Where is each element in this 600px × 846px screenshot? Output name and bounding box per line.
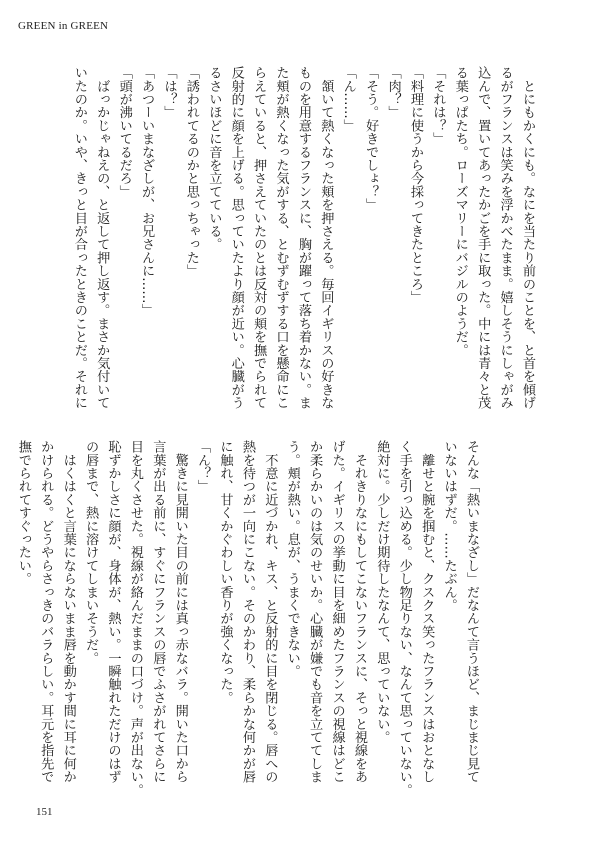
- text-line: の唇まで、熱に溶けてしまいそうだ。: [83, 440, 99, 665]
- text-line: るがフランスは笑みを浮かべたまま。嬉しそうにしゃがみ: [497, 66, 513, 410]
- dialogue-line: 「ん……」: [340, 66, 356, 132]
- text-line: それきりなにもしてこないフランスに、そっと視線をあ: [351, 440, 367, 784]
- text-line: る葉っぱたち。ローズマリーにバジルのようだ。: [452, 66, 468, 357]
- text-line: ばっかじゃねえの、と返して押し返す。まさか気付いて: [94, 66, 110, 410]
- text-line: 離せと腕を掴むと、クスクス笑ったフランスはおとなし: [419, 440, 435, 784]
- text-line: るさいほどに音を立てている。: [206, 66, 222, 251]
- dialogue-line: 「ん？」: [195, 440, 211, 493]
- page-number: 151: [36, 806, 53, 818]
- dialogue-line: 「誘われてるのかと思っちゃった」: [183, 66, 199, 278]
- text-line: か柔らかいのは気のせいか。心臓が嫌でも音を立ててしま: [307, 440, 323, 784]
- text-line: 撫でられてすぐったい。: [15, 440, 31, 586]
- upper-text-block: [68, 66, 538, 410]
- text-line: いないはずだ。……たぶん。: [441, 440, 457, 612]
- text-line: 熱を待つが一向にこない。そのかわり、柔らかな何かが唇: [239, 440, 255, 784]
- text-line: いたのか。いや、きっと目が合ったときのことだ。それに: [71, 66, 87, 410]
- text-line: く手を引っ込める。少し物足りない、なんて思っていない。: [396, 440, 412, 797]
- dialogue-line: 「あつーいまなざしが、お兄さんに……」: [139, 66, 155, 317]
- text-line: げた。イギリスの挙動に目を細めたフランスの視線はどこ: [329, 440, 345, 784]
- text-line: ものを用意するフランスに、胸が躍って落ち着かない。ま: [295, 66, 311, 410]
- text-line: 頷いて熱くなった頬を押さえる。毎回イギリスの好きな: [318, 66, 334, 410]
- text-line: た頬が熱くなった気がする、とむずむずする口を懸命にこ: [273, 66, 289, 410]
- dialogue-line: 「頭が沸いてるだろ」: [116, 66, 132, 198]
- text-line: 目を丸くさせた。視線が絡んだままの口づけ。声が出ない。: [127, 440, 143, 797]
- dialogue-line: 「料理に使うから今採ってきたところ」: [407, 66, 423, 304]
- dialogue-line: 「そう。好きでしょ？」: [363, 66, 379, 212]
- text-line: らえていると、押さえていたのとは反対の頬を撫でられて: [251, 66, 267, 410]
- text-line: とにもかくにも。なにを当たり前のことを、と首を傾げ: [520, 66, 535, 410]
- dialogue-line: 「は？」: [161, 66, 177, 119]
- text-line: そんな「熱いまなざし」だなんて言うほど、まじまじ見て: [464, 440, 479, 784]
- text-line: に触れ、甘くかぐわしい香りが強くなった。: [217, 440, 233, 704]
- text-line: 絶対に。少しだけ期待したなんて、思っていない。: [374, 440, 390, 744]
- text-line: 不意に近づかれ、キス、と反射的に目を閉じる。唇への: [262, 440, 278, 784]
- text-line: はくはくと言葉にならないまま唇を動かす間に耳に何か: [60, 440, 76, 784]
- lower-text-block: [15, 440, 482, 797]
- text-line: 驚きに見開いた目の前には真っ赤なバラ。開いた口から: [172, 440, 188, 784]
- dialogue-line: 「肉？」: [385, 66, 401, 119]
- text-line: 言葉が出る前に、すぐにフランスの唇でふさがれてさらに: [150, 440, 166, 784]
- dialogue-line: 「それは？」: [430, 66, 446, 146]
- text-line: う。頬が熱い。息が、うまくできない。: [284, 440, 300, 678]
- text-line: 恥ずかしさに顔が、身体が、熱い。一瞬触れただけのはず: [105, 440, 121, 784]
- text-line: 反射的に顔を上げる。思っていたより顔が近い。心臓がう: [228, 66, 244, 410]
- running-header: GREEN in GREEN: [18, 20, 109, 32]
- text-line: 込んで、置いてあったかごを手に取った。中には青々と茂: [475, 66, 491, 410]
- text-line: かけられる。どうやらさっきのバラらしい。耳元を指先で: [38, 440, 54, 784]
